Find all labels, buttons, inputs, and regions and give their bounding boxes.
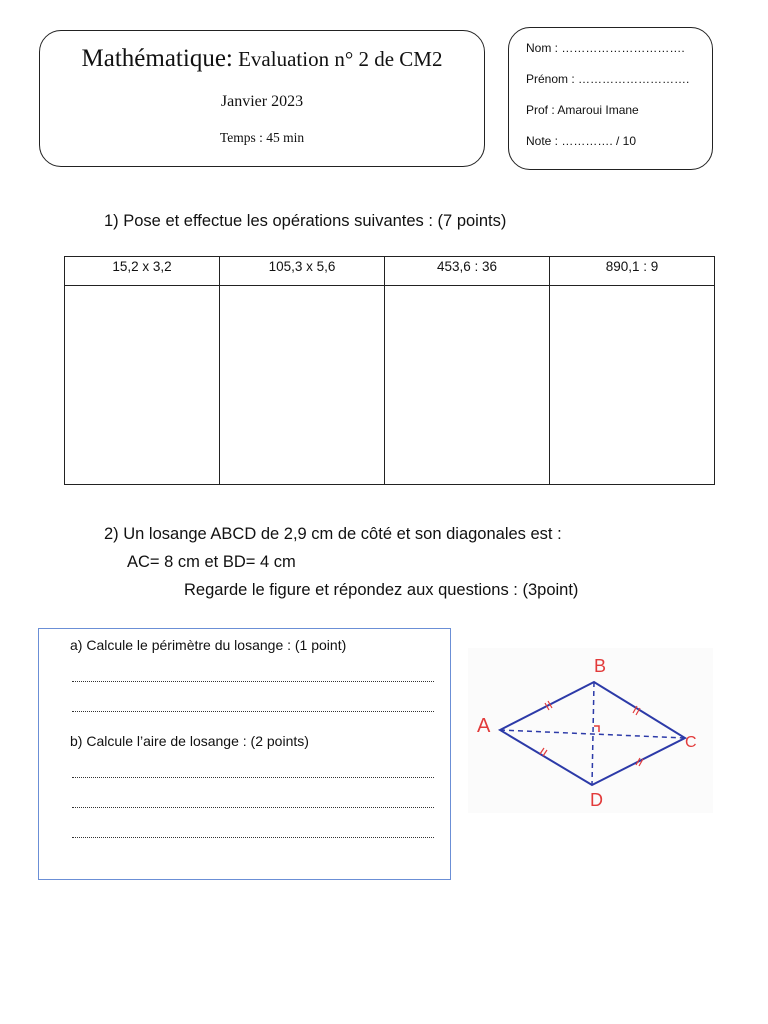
title-line: [40, 45, 484, 73]
teacher-label: Prof : Amaroui Imane: [526, 103, 639, 117]
operation-2: 105,3 x 5,6: [220, 257, 385, 286]
operation-3: 453,6 : 36: [385, 257, 550, 286]
question-2a: a) Calcule le périmètre du losange : (1 point): [70, 637, 347, 653]
firstname-field: Prénom : ……………………….: [526, 72, 690, 86]
answer-line-b3: [72, 837, 434, 838]
answer-cell-2: [220, 286, 385, 485]
exam-duration: Temps : 45 min: [219, 130, 305, 145]
question-1-title: 1) Pose et effectue les opérations suivantes : (7 points): [104, 212, 507, 230]
answer-line-b2: [72, 807, 434, 808]
student-info-box: [508, 27, 713, 170]
label-a: A: [477, 715, 491, 737]
operations-header-row: [65, 257, 715, 286]
label-b: B: [594, 656, 607, 676]
label-d: D: [590, 790, 603, 810]
operations-answer-row: [65, 286, 715, 485]
answer-cell-4: [550, 286, 715, 485]
answer-cell-1: [65, 286, 220, 485]
answer-box: [38, 628, 451, 880]
name-field: Nom : ………………………….: [526, 41, 685, 55]
exam-date: Janvier 2023: [220, 93, 304, 110]
evaluation-title: Evaluation n° 2 de CM2: [238, 47, 443, 71]
question-2-instruction: Regarde le figure et répondez aux questions : (3point): [184, 581, 579, 599]
answer-cell-3: [385, 286, 550, 485]
title-box: [39, 30, 485, 167]
operations-table: [64, 256, 715, 485]
question-2b: b) Calcule l’aire de losange : (2 points): [70, 733, 309, 749]
question-2-diagonals: AC= 8 cm et BD= 4 cm: [127, 553, 296, 571]
answer-line-a1: [72, 681, 434, 682]
subject-title: Mathématique:: [81, 45, 233, 72]
answer-line-b1: [72, 777, 434, 778]
rhombus-figure: [468, 648, 713, 813]
operation-1: 15,2 x 3,2: [65, 257, 220, 286]
answer-line-a2: [72, 711, 434, 712]
question-2-title: 2) Un losange ABCD de 2,9 cm de côté et son diagonales est :: [104, 525, 562, 543]
operation-4: 890,1 : 9: [550, 257, 715, 286]
grade-field: Note : …………. / 10: [526, 134, 637, 148]
label-c: C: [685, 734, 697, 751]
